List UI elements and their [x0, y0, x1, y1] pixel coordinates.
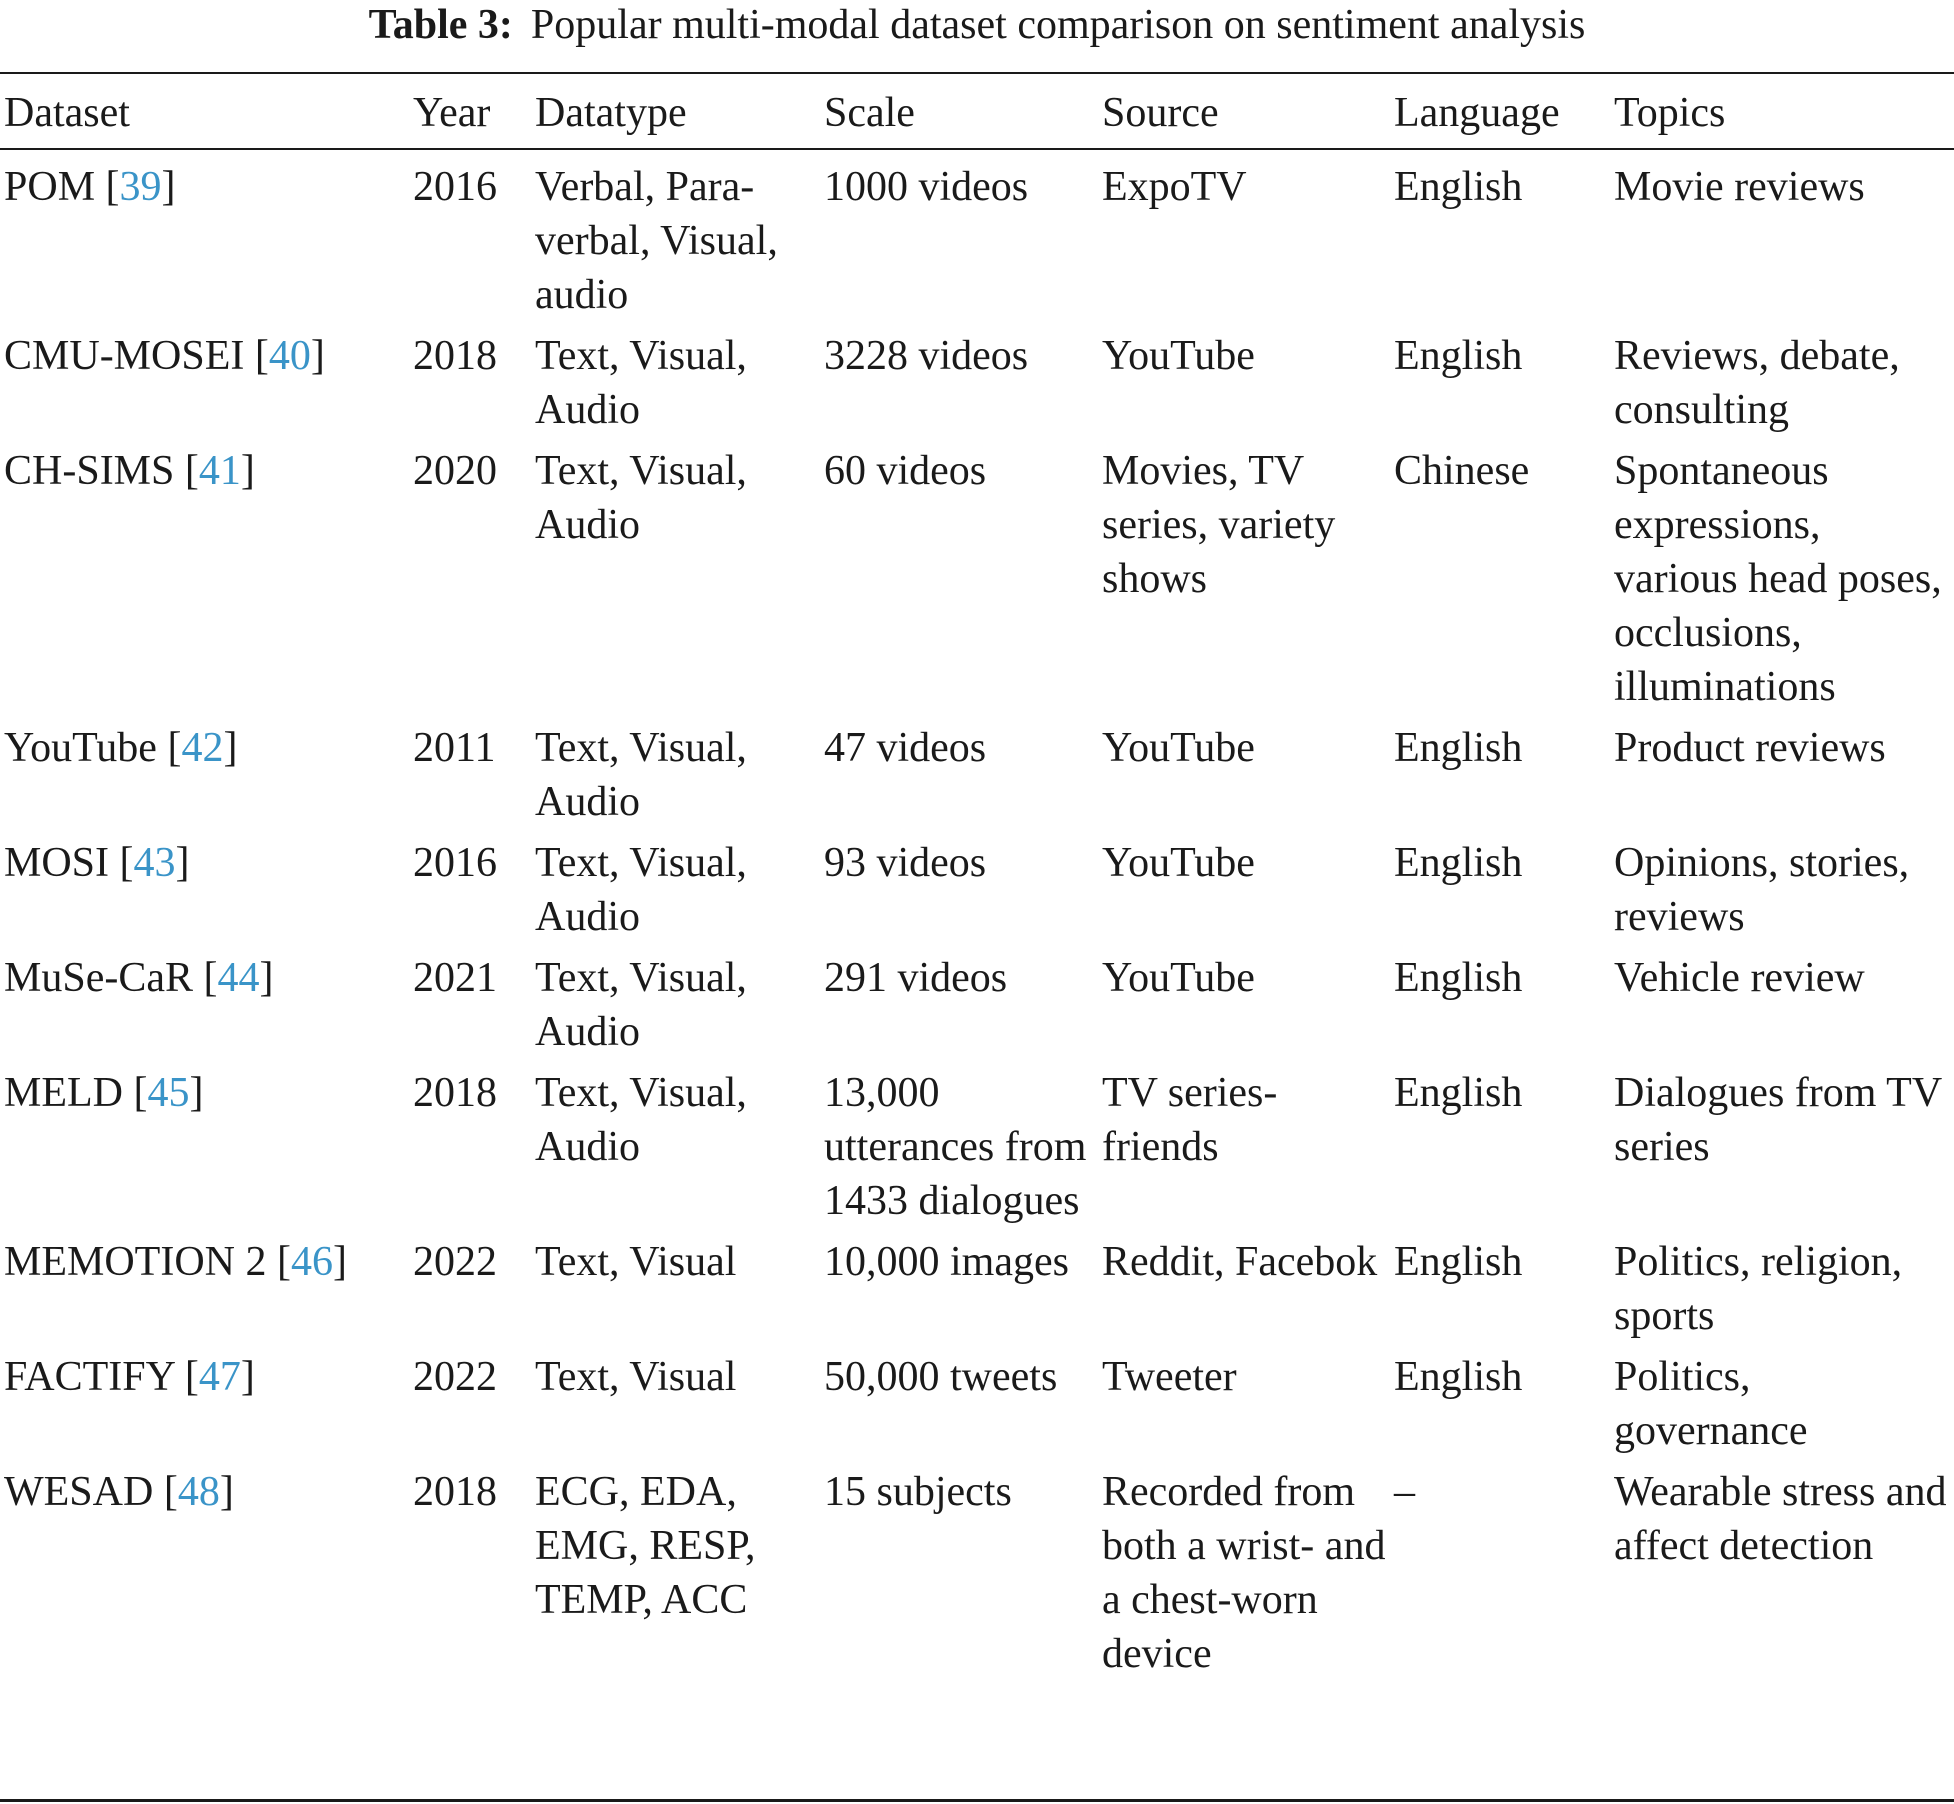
year-cell: 2016	[413, 164, 497, 210]
source-cell: YouTube	[1102, 333, 1255, 379]
citation-link[interactable]: 45	[147, 1070, 190, 1116]
dataset-cell: WESAD [48]	[4, 1469, 234, 1515]
year-cell: 2018	[413, 333, 497, 379]
source-cell: Tweeter	[1102, 1354, 1237, 1400]
table-row	[0, 836, 1954, 951]
source-cell: YouTube	[1102, 955, 1255, 1001]
datatype-cell: Verbal, Para-verbal, Visual, audio	[535, 164, 778, 318]
column-header-scale: Scale	[824, 90, 915, 136]
dataset-name: CMU-MOSEI	[4, 333, 245, 379]
dataset-name: MEMOTION 2	[4, 1239, 267, 1285]
language-cell: English	[1394, 1239, 1523, 1285]
topics-cell: Politics, governance	[1614, 1354, 1808, 1454]
dataset-cell: CMU-MOSEI [40]	[4, 333, 325, 379]
scale-cell: 10,000 images	[824, 1239, 1069, 1285]
language-cell: –	[1394, 1469, 1415, 1515]
source-cell: YouTube	[1102, 725, 1255, 771]
table-caption-text: Popular multi-modal dataset comparison on sentiment analysis	[530, 2, 1586, 48]
year-cell: 2018	[413, 1469, 497, 1515]
table-row	[0, 721, 1954, 836]
citation-link[interactable]: 44	[217, 955, 260, 1001]
datatype-cell: Text, Visual, Audio	[535, 725, 747, 825]
citation-link[interactable]: 48	[177, 1469, 220, 1515]
table-row	[0, 1235, 1954, 1350]
dataset-name: MELD	[4, 1070, 123, 1116]
datatype-cell: Text, Visual, Audio	[535, 1070, 747, 1170]
source-cell: YouTube	[1102, 840, 1255, 886]
year-cell: 2011	[413, 725, 496, 771]
source-cell: Movies, TV series, variety shows	[1102, 448, 1336, 602]
dataset-name: POM	[4, 164, 96, 210]
dataset-cell: MEMOTION 2 [46]	[4, 1239, 347, 1285]
table-row	[0, 444, 1954, 721]
source-cell: ExpoTV	[1102, 164, 1247, 210]
column-header-datatype: Datatype	[535, 90, 687, 136]
datatype-cell: Text, Visual, Audio	[535, 333, 747, 433]
bottom-rule	[0, 1799, 1954, 1802]
table-row	[0, 951, 1954, 1066]
year-cell: 2022	[413, 1239, 497, 1285]
language-cell: Chinese	[1394, 448, 1530, 494]
scale-cell: 13,000 utterances from 1433 dialogues	[824, 1070, 1087, 1224]
column-header-year: Year	[413, 90, 491, 136]
topics-cell: Wearable stress and affect detection	[1614, 1469, 1947, 1569]
language-cell: English	[1394, 840, 1523, 886]
topics-cell: Reviews, debate, consulting	[1614, 333, 1900, 433]
language-cell: English	[1394, 164, 1523, 210]
dataset-cell: YouTube [42]	[4, 725, 238, 771]
citation-link[interactable]: 46	[290, 1239, 333, 1285]
language-cell: English	[1394, 333, 1523, 379]
topics-cell: Opinions, stories, reviews	[1614, 840, 1910, 940]
language-cell: English	[1394, 1354, 1523, 1400]
citation-link[interactable]: 41	[198, 448, 241, 494]
topics-cell: Spontaneous expressions, various head poses, occlusions, illuminations	[1614, 448, 1942, 710]
scale-cell: 60 videos	[824, 448, 987, 494]
table-caption	[0, 0, 1954, 50]
datatype-cell: Text, Visual, Audio	[535, 840, 747, 940]
language-cell: English	[1394, 955, 1523, 1001]
scale-cell: 50,000 tweets	[824, 1354, 1058, 1400]
dataset-name: WESAD	[4, 1469, 154, 1515]
citation-link[interactable]: 39	[119, 164, 162, 210]
dataset-cell: FACTIFY [47]	[4, 1354, 255, 1400]
dataset-name: FACTIFY	[4, 1354, 175, 1400]
dataset-name: YouTube	[4, 725, 157, 771]
column-header-source: Source	[1102, 90, 1219, 136]
table-row	[0, 1066, 1954, 1235]
topics-cell: Dialogues from TV series	[1614, 1070, 1942, 1170]
source-cell: Recorded from both a wrist- and a chest-worn device	[1102, 1469, 1386, 1677]
year-cell: 2022	[413, 1354, 497, 1400]
column-header-dataset: Dataset	[4, 90, 130, 136]
language-cell: English	[1394, 1070, 1523, 1116]
topics-cell: Vehicle review	[1614, 955, 1865, 1001]
scale-cell: 3228 videos	[824, 333, 1029, 379]
citation-link[interactable]: 43	[133, 840, 176, 886]
scale-cell: 15 subjects	[824, 1469, 1012, 1515]
column-header-topics: Topics	[1614, 90, 1726, 136]
dataset-cell: POM [39]	[4, 164, 176, 210]
year-cell: 2016	[413, 840, 497, 886]
language-cell: English	[1394, 725, 1523, 771]
topics-cell: Product reviews	[1614, 725, 1886, 771]
header-row	[0, 74, 1954, 148]
column-header-language: Language	[1394, 90, 1560, 136]
topics-cell: Politics, religion, sports	[1614, 1239, 1903, 1339]
table-label: Table 3:	[368, 2, 513, 48]
year-cell: 2021	[413, 955, 497, 1001]
year-cell: 2020	[413, 448, 497, 494]
table-row	[0, 1465, 1954, 1688]
dataset-cell: MuSe-CaR [44]	[4, 955, 274, 1001]
datatype-cell: Text, Visual, Audio	[535, 448, 747, 548]
topics-cell: Movie reviews	[1614, 164, 1865, 210]
table-row	[0, 148, 1954, 329]
dataset-cell: MELD [45]	[4, 1070, 204, 1116]
scale-cell: 1000 videos	[824, 164, 1029, 210]
scale-cell: 291 videos	[824, 955, 1008, 1001]
citation-link[interactable]: 47	[198, 1354, 241, 1400]
datatype-cell: Text, Visual	[535, 1239, 737, 1285]
datatype-cell: Text, Visual, Audio	[535, 955, 747, 1055]
source-cell: TV series-friends	[1102, 1070, 1278, 1170]
scale-cell: 47 videos	[824, 725, 987, 771]
table-row	[0, 1350, 1954, 1465]
scale-cell: 93 videos	[824, 840, 987, 886]
dataset-name: MuSe-CaR	[4, 955, 193, 1001]
datatype-cell: ECG, EDA, EMG, RESP, TEMP, ACC	[535, 1469, 756, 1623]
datatype-cell: Text, Visual	[535, 1354, 737, 1400]
dataset-name: CH-SIMS	[4, 448, 175, 494]
table-row	[0, 329, 1954, 444]
citation-link[interactable]: 42	[181, 725, 224, 771]
dataset-name: MOSI	[4, 840, 110, 886]
year-cell: 2018	[413, 1070, 497, 1116]
dataset-cell: CH-SIMS [41]	[4, 448, 255, 494]
source-cell: Reddit, Facebok	[1102, 1239, 1378, 1285]
dataset-cell: MOSI [43]	[4, 840, 190, 886]
citation-link[interactable]: 40	[268, 333, 311, 379]
dataset-comparison-table	[0, 74, 1954, 1688]
